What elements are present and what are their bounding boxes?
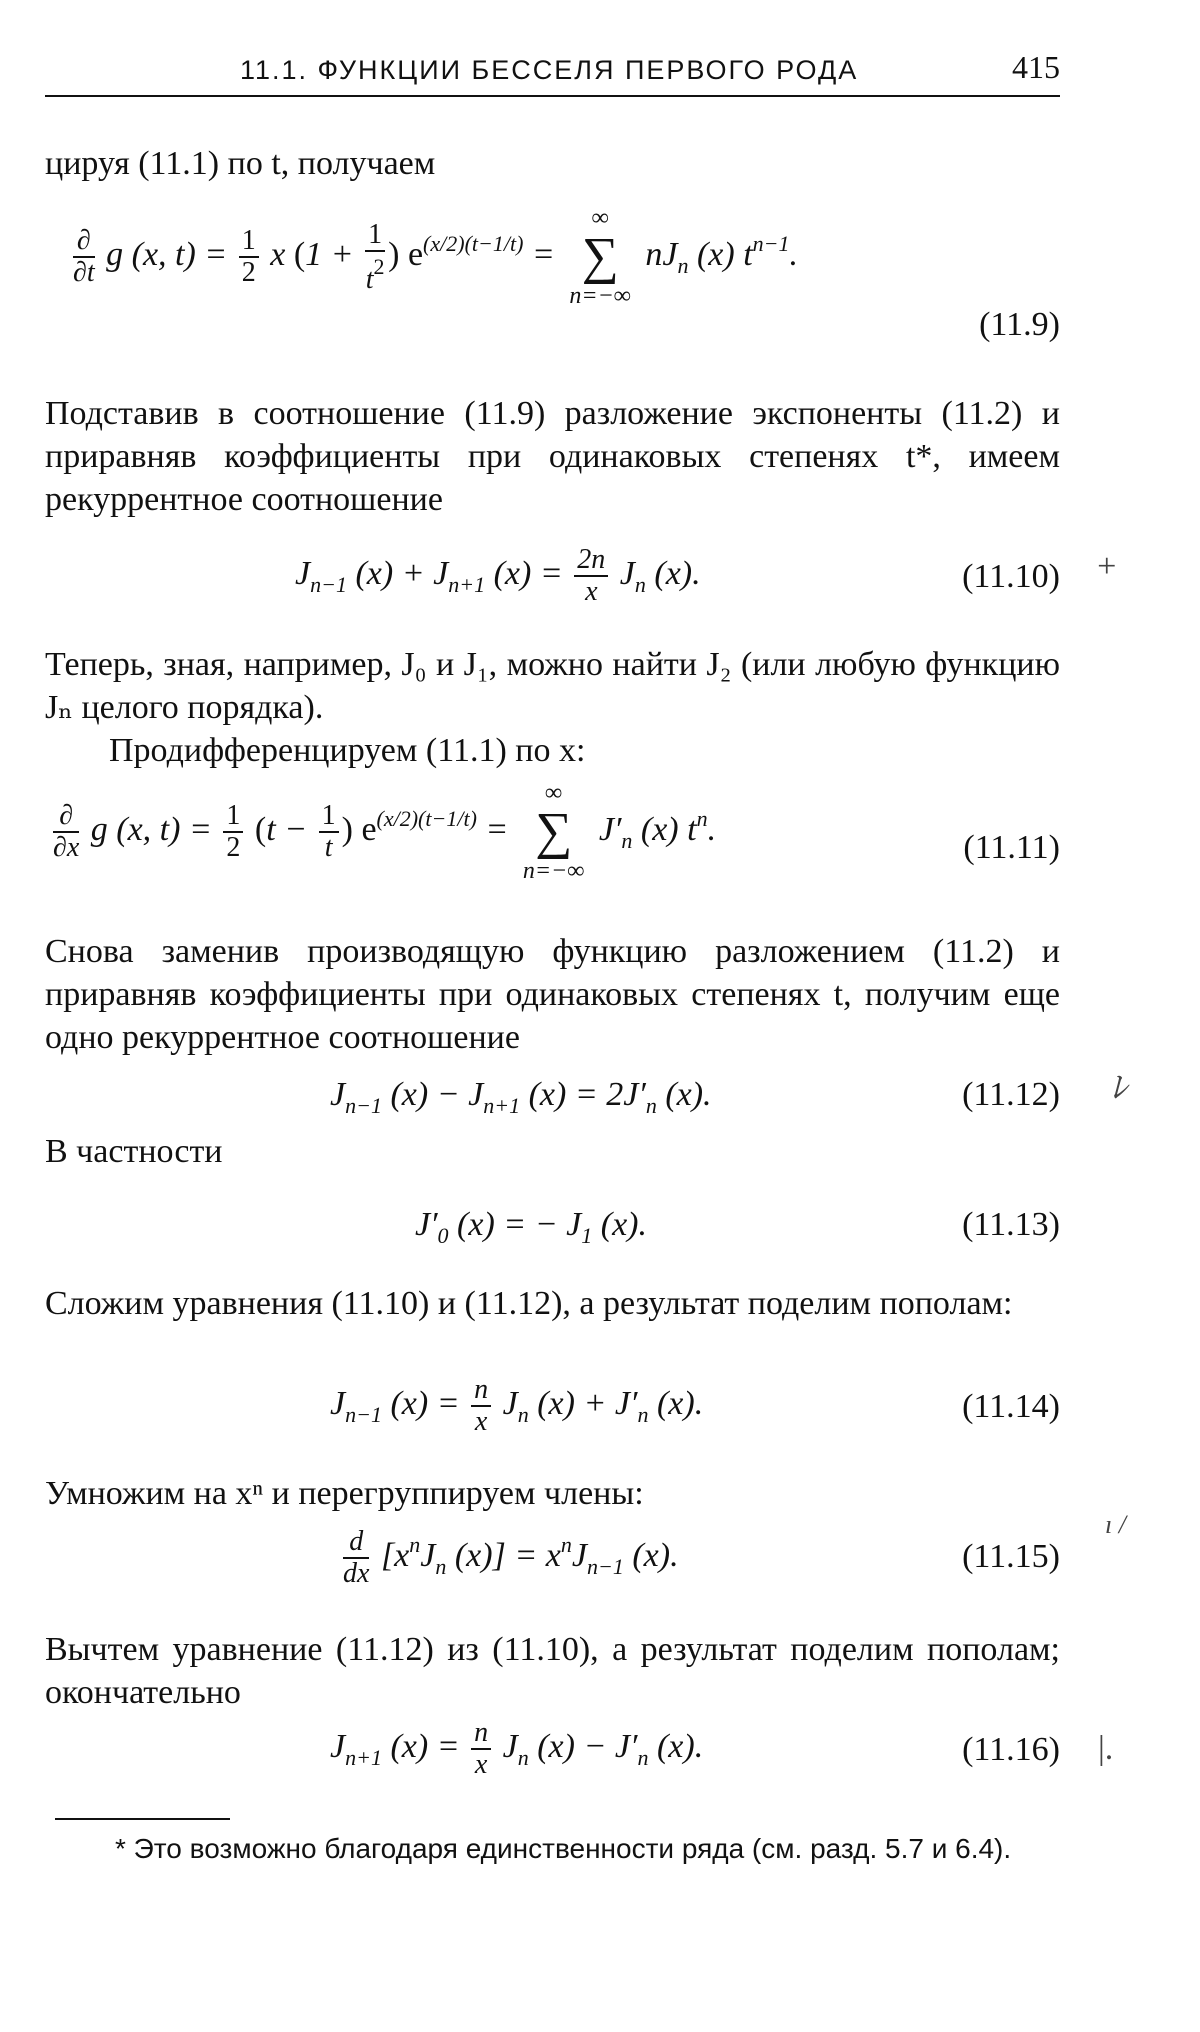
equation-number: (11.14) (962, 1388, 1060, 1425)
paragraph-6: В частности (45, 1133, 223, 1170)
paragraph-3: Теперь, зная, например, J₀ и J₁, можно найти J₂ (или любую функцию Jₙ целого порядка). (45, 646, 1060, 726)
equation-number: (11.12) (962, 1076, 1060, 1113)
paragraph-1: цируя (11.1) по t, получаем (45, 145, 436, 182)
footnote-rule (55, 1818, 230, 1820)
equation-number: (11.15) (962, 1538, 1060, 1575)
margin-mark: + (1095, 548, 1118, 585)
equation-number: (11.9) (979, 306, 1060, 343)
equation-11-9: $\frac{\partial}{\partial t}$ g (x, t) = $\frac{1}{2}$ x (1 + $\frac{1}{t^2}$ ) $e^{(x/2)(t-1/t)}$ = ∞ ∑ n=−∞ $nJ_n$ (x) $t^{n-1}$. (11.9) (73, 205, 1060, 343)
paragraph-8: Умножим на xⁿ и перегруппируем члены: (45, 1475, 644, 1512)
equation-number: (11.10) (962, 558, 1060, 595)
equation-number: (11.11) (963, 829, 1060, 866)
margin-mark: |. (1098, 1730, 1114, 1767)
paragraph-9: Вычтем уравнение (11.12) из (11.10), а результат поделим пополам; окончательно (45, 1631, 1060, 1711)
equation-11-16: $J_{n+1}$ (x) = $\frac{n}{x}$ $J_n$ $(x) - J'_n$ (x). (11.16) (330, 1717, 1060, 1780)
equation-11-14: $J_{n-1}$ (x) = $\frac{n}{x}$ $J_n$ $(x) + J'_n$ (x). (11.14) (330, 1374, 1060, 1437)
equation-11-13: $J'_0$ (x) = − $J_1$ (x). (11.13) (415, 1206, 1060, 1248)
equation-number: (11.16) (962, 1731, 1060, 1768)
footnote: * Это возможно благодаря единственности ряда (см. разд. 5.7 и 6.4). (115, 1833, 1012, 1864)
page-number: 415 (1012, 49, 1060, 85)
margin-mark: ﾚ (1110, 1070, 1127, 1107)
margin-mark: ı / (1105, 1510, 1126, 1539)
equation-number: (11.13) (962, 1206, 1060, 1243)
equation-11-11: $\frac{\partial}{\partial x}$ g (x, t) = $\frac{1}{2}$ (t − $\frac{1}{t}$ ) $e^{(x/2)(t-1/t)}$ = ∞ ∑ n=−∞ $J'_n$ (x) $t^n$. (11.11) (53, 780, 1060, 884)
paragraph-4: Продифференцируем (11.1) по x: (109, 732, 586, 769)
paragraph-5: Снова заменив производящую функцию разложением (11.2) и приравняв коэффициенты при одинаковых степенях t, получим еще одно рекуррентное соотношение (45, 933, 1060, 1056)
header-title: 11.1. ФУНКЦИИ БЕССЕЛЯ ПЕРВОГО РОДА (240, 55, 859, 85)
equation-11-10: $J_{n-1}$ $(x) + J_{n+1}$ (x) = $\frac{2n}{x}$ $J_n$ (x). (11.10) (295, 544, 1060, 607)
equation-11-15: $\frac{d}{dx}$ [$x^nJ_n$ $(x)] = x^nJ_{n-1}$ (x). (11.15) (343, 1526, 1060, 1590)
paragraph-7: Сложим уравнения (11.10) и (11.12), а результат поделим пополам: (45, 1285, 1013, 1322)
equation-11-12: $J_{n-1}$ $(x) - J_{n+1}$ $(x) = 2J'_n$ (x). (11.12) (330, 1076, 1060, 1118)
paragraph-2: Подставив в соотношение (11.9) разложение экспоненты (11.2) и приравняв коэффициенты при одинаковых степенях t*, имеем рекуррентное соотношение (45, 395, 1060, 518)
running-header (45, 49, 1060, 97)
